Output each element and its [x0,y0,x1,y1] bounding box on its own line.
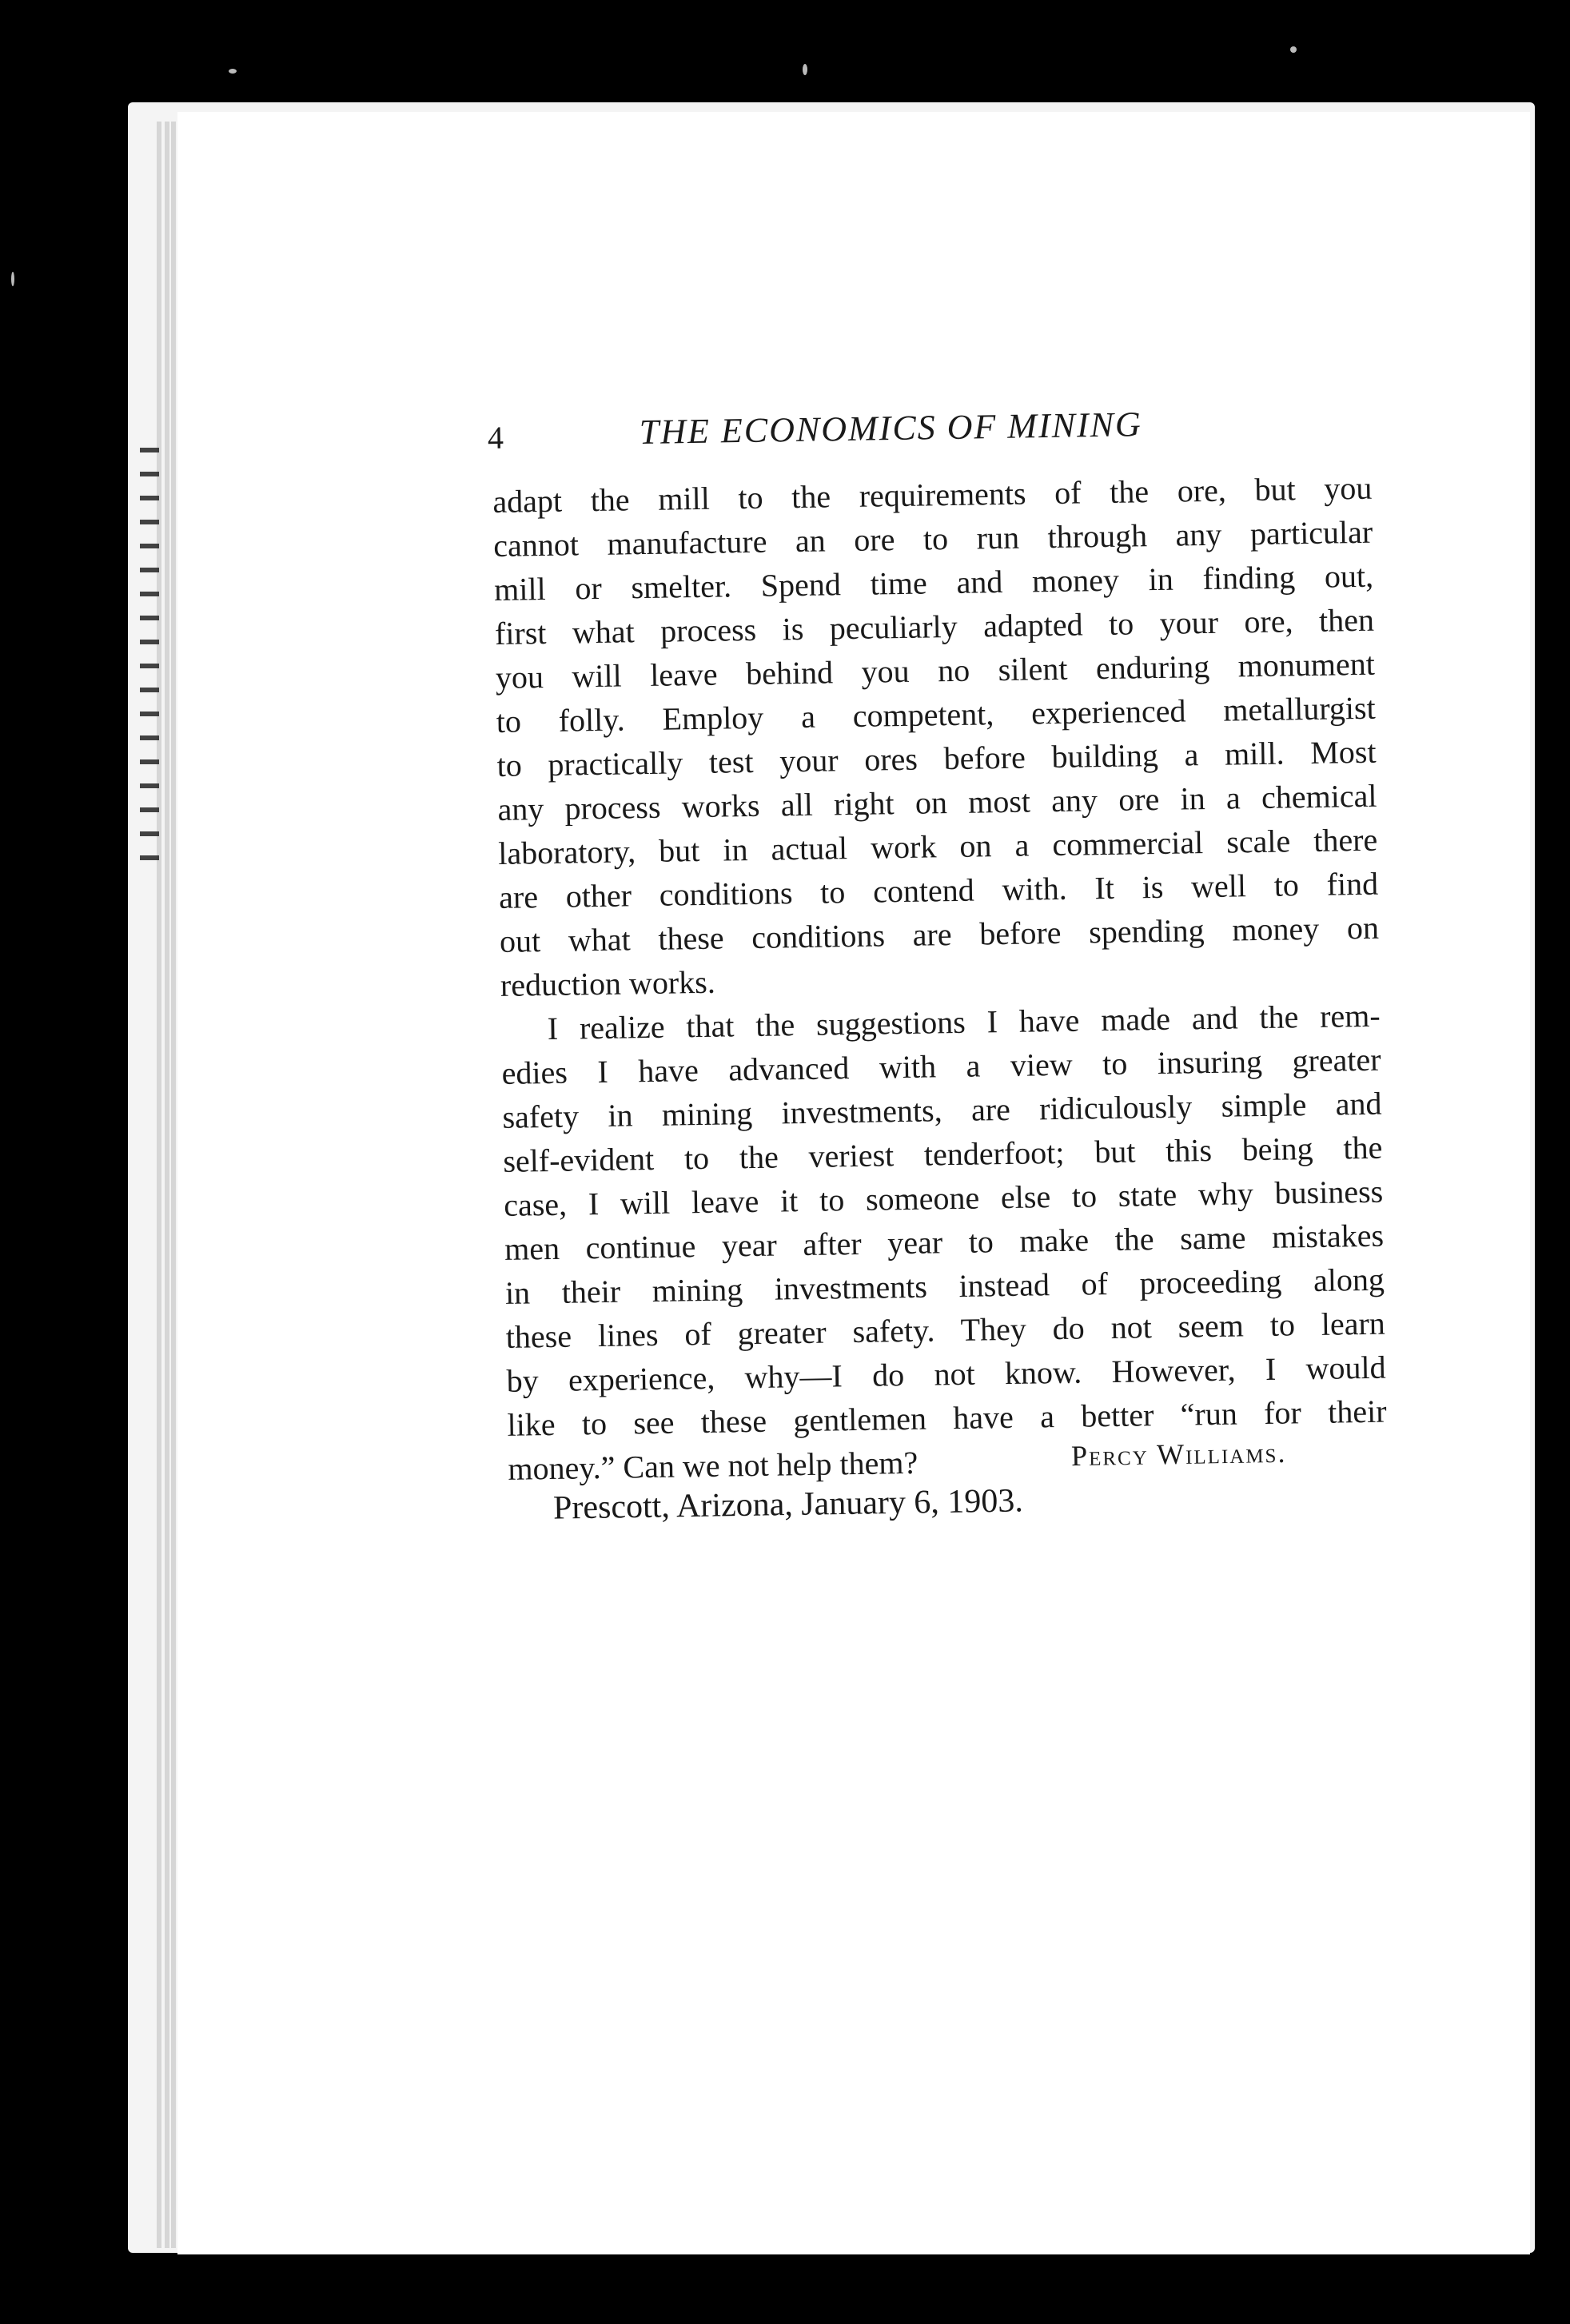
text-line: to folly. Employ a competent, experienced metallurgist [496,689,1376,739]
scan-speck [803,64,807,75]
text-line: money.” Can we not help them? [508,1444,918,1487]
text-line: you will leave behind you no silent enduring monument [495,645,1376,696]
text-line: men continue year after year to make the same mistakes [504,1217,1385,1267]
text-line: mill or smelter. Spend time and money in finding out, [493,557,1374,608]
author-signature: Percy Williams. [1070,1436,1287,1473]
text-line: cannot manufacture an ore to run through any particular [492,513,1373,564]
body-text [492,466,1388,1491]
scan-speck [229,69,237,74]
text-line: are other conditions to contend with. It is well to find [498,865,1379,915]
scan-speck [11,272,14,286]
text-line: like to see these gentlemen have a better “run for their [507,1393,1387,1443]
text-line: any process works all right on most any ore in a chemical [497,777,1377,827]
text-line: case, I will leave it to someone else to state why business [503,1173,1384,1223]
text-line: first what process is peculiarly adapted to your ore, then [494,601,1375,652]
text-line: reduction works. [500,963,716,1003]
running-title: THE ECONOMICS OF MINING [639,405,1143,452]
text-line: I realize that the suggestions I have made and the rem- [547,997,1381,1047]
text-line: laboratory, but in actual work on a commercial scale there [497,821,1378,871]
text-line: out what these conditions are before spending money on [499,909,1380,959]
binding-spine [140,448,159,863]
page-number: 4 [487,419,506,456]
scan-speck [1290,46,1297,53]
text-line: self-evident to the veriest tenderfoot; but this being the [503,1129,1383,1179]
dateline: Prescott, Arizona, January 6, 1903. [552,1482,1024,1527]
text-line: safety in mining investments, are ridiculously simple and [502,1085,1382,1135]
page-edge [171,122,176,2248]
text-line: by experience, why—I do not know. However, I would [506,1349,1386,1399]
page-edge [165,122,169,2248]
text-line: in their mining investments instead of proceeding along [504,1261,1385,1311]
text-line: edies I have advanced with a view to insuring greater [501,1041,1381,1091]
text-line: to practically test your ores before building a mill. Most [496,733,1377,783]
text-line: these lines of greater safety. They do not seem to learn [505,1305,1386,1355]
page-edge [157,122,161,2248]
text-line: adapt the mill to the requirements of the ore, but you [492,469,1373,520]
